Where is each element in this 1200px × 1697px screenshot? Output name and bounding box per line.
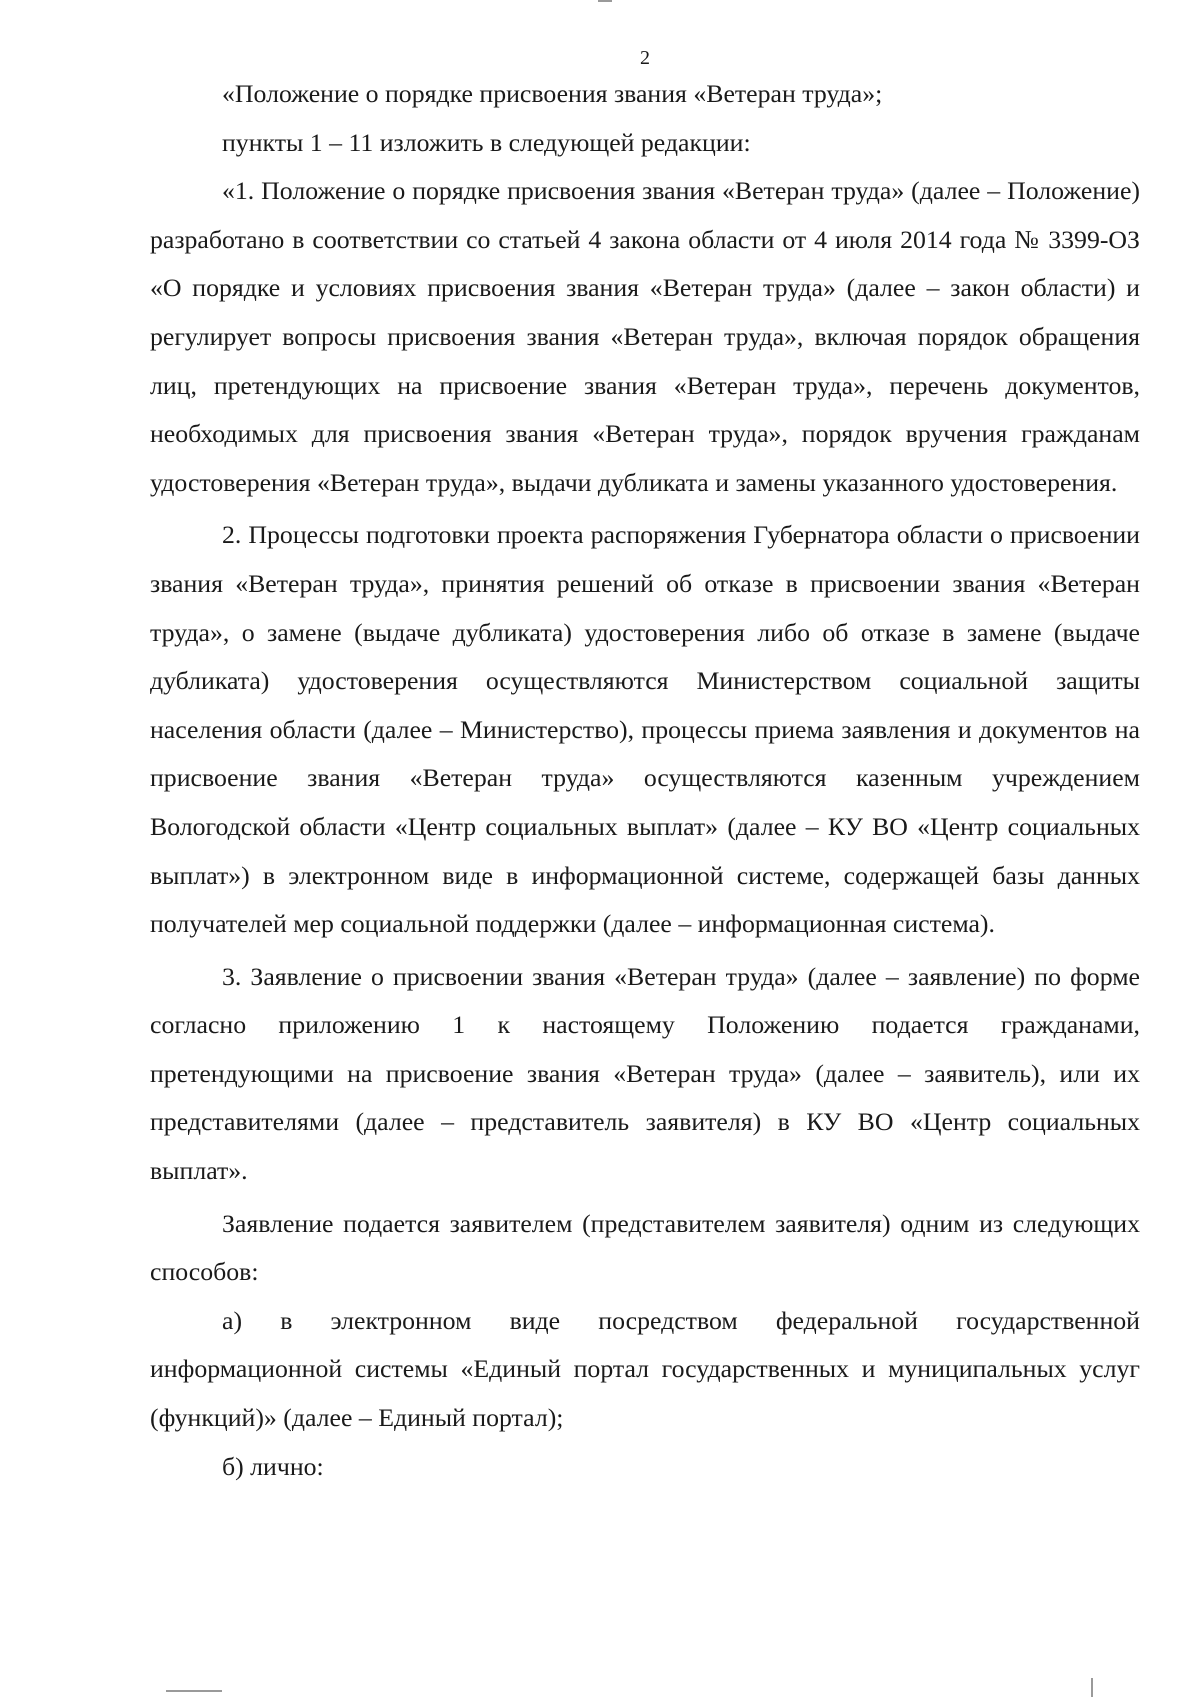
scan-artifact-top	[598, 0, 612, 2]
scan-artifact-bottom-right	[1091, 1678, 1093, 1697]
paragraph-item-3: 3. Заявление о присвоении звания «Ветеран труда» (далее – заявление) по форме согласно приложению 1 к настоящему Положению подается гражданами, претендующими на присвоение звания «Ветеран труда» (далее – заявитель), или их представителями (далее – представитель заявителя) в КУ ВО «Центр социальных выплат».	[150, 961, 1140, 1186]
scan-artifact-bottom-left	[166, 1690, 222, 1692]
document-body	[150, 70, 1140, 1491]
paragraph-intro: пункты 1 – 11 изложить в следующей редакции:	[222, 127, 751, 157]
paragraph-title-line: «Положение о порядке присвоения звания «Ветеран труда»;	[222, 79, 883, 108]
paragraph-method-a: а) в электронном виде посредством федеральной государственной информационной системы «Единый портал государственных и муниципальных услуг (функций)» (далее – Единый портал);	[150, 1305, 1140, 1433]
paragraph-item-2: 2. Процессы подготовки проекта распоряжения Губернатора области о присвоении звания «Ветеран труда», принятия решений об отказе в присвоении звания «Ветеран труда», о замене (выдаче дубликата) удостоверения либо об отказе в замене (выдаче дубликата) удостоверения осуществляются Министерством социальной защиты населения области (далее – Министерство), процессы приема заявления и документов на присвоение звания «Ветеран труда» осуществляются казенным учреждением Вологодской области «Центр социальных выплат» (далее – КУ ВО «Центр социальных выплат») в электронном виде в информационной системе, содержащей базы данных получателей мер социальной поддержки (далее – информационная система).	[150, 520, 1140, 939]
paragraph-item-1: «1. Положение о порядке присвоения звания «Ветеран труда» (далее – Положение) разработано в соответствии со статьей 4 закона области от 4 июля 2014 года № 3399-ОЗ «О порядке и условиях присвоения звания «Ветеран труда» (далее – закон области) и регулирует вопросы присвоения звания «Ветеран труда», включая порядок обращения лиц, претендующих на присвоение звания «Ветеран труда», перечень документов, необходимых для присвоения звания «Ветеран труда», порядок вручения гражданам удостоверения «Ветеран труда», выдачи дубликата и замены указанного удостоверения.	[150, 176, 1140, 497]
page-number: 2	[640, 47, 650, 69]
paragraph-method-b: б) лично:	[222, 1451, 324, 1481]
paragraph-submission-methods: Заявление подается заявителем (представителем заявителя) одним из следующих способов:	[150, 1208, 1140, 1287]
